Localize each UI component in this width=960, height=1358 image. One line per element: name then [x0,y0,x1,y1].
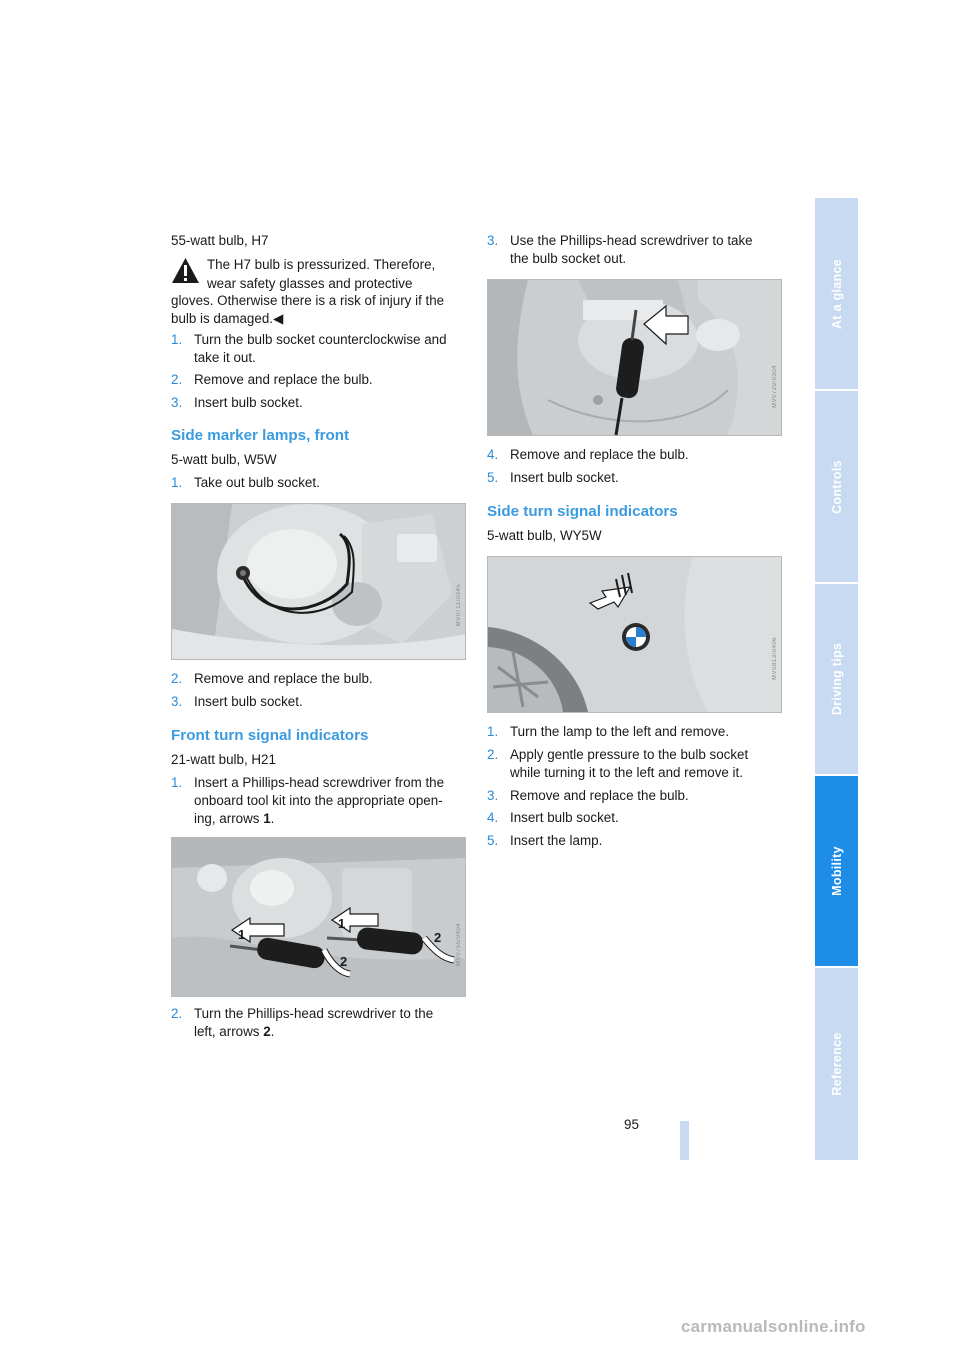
arrow-label-2: 2 [340,954,348,969]
tab-driving-tips[interactable] [815,584,858,774]
step-number: 5. [487,833,499,848]
text-part: . [270,811,275,826]
step-number: 2. [171,372,183,387]
step-text-cont: onboard tool kit into the appropriate open- [194,793,443,808]
step-text: Insert the lamp. [510,833,603,848]
section-heading-side-marker: Side marker lamps, front [171,427,350,444]
step-text: Remove and replace the bulb. [510,788,689,803]
tab-label: Driving tips [829,642,844,716]
step-text: Remove and replace the bulb. [510,447,689,462]
section-heading-side-turn: Side turn signal indicators [487,503,678,520]
step-number: 3. [171,694,183,709]
footer-watermark: carmanualsonline.info [681,1317,866,1336]
figure-code: MV0729/0304 [772,365,778,408]
step-text: Apply gentle pressure to the bulb socket [510,747,749,762]
side-marker-lamp-figure [171,503,466,660]
step-text: Remove and replace the bulb. [194,671,373,686]
step-text-cont: the bulb socket out. [510,251,627,266]
bulb-spec-h21: 21-watt bulb, H21 [171,752,276,767]
front-turn-signal-figure [171,837,466,997]
step-text-cont [194,809,274,828]
page-marker-bar [680,1121,689,1160]
bulb-spec-h7: 55-watt bulb, H7 [171,233,269,248]
tab-label: At a glance [829,258,844,329]
step-text: Insert a Phillips-head screwdriver from the [194,775,445,790]
figure-code: MV0711/0345 [456,584,462,627]
tab-mobility[interactable] [815,776,858,966]
section-heading-front-turn: Front turn signal indicators [171,727,369,744]
text-part: ing, arrows [194,811,264,826]
step-text: Insert bulb socket. [510,470,619,485]
tab-controls[interactable] [815,391,858,582]
tab-label: Reference [829,1032,844,1096]
step-number: 1. [487,724,499,739]
text-part: . [270,1024,275,1039]
step-number: 2. [487,747,499,762]
step-number: 2. [171,671,183,686]
step-text: Take out bulb socket. [194,475,320,490]
tab-reference[interactable] [815,968,858,1160]
tab-at-a-glance[interactable] [815,198,858,389]
step-number: 4. [487,810,499,825]
step-number: 1. [171,475,183,490]
arrow-label-1: 1 [238,927,246,942]
arrow-ref: 2 [263,1024,271,1039]
step-text: Turn the Phillips-head screwdriver to the [194,1006,434,1021]
figure-code: MV0813/0406 [772,637,778,680]
step-number: 4. [487,447,499,462]
tab-label: Mobility [829,846,844,896]
step-number: 2. [171,1006,183,1021]
figure-code: MV0755/0404 [456,923,462,966]
bulb-socket-figure [487,279,782,436]
arrow-label-2: 2 [434,930,442,945]
side-turn-signal-figure [487,556,782,713]
step-text: Remove and replace the bulb. [194,372,373,387]
bulb-spec-wy5w: 5-watt bulb, WY5W [487,528,602,543]
step-number: 5. [487,470,499,485]
bulb-spec-w5w: 5-watt bulb, W5W [171,452,277,467]
step-text: Insert bulb socket. [510,810,619,825]
step-text: Turn the bulb socket counterclockwise and [194,332,447,347]
step-text: Insert bulb socket. [194,694,303,709]
step-number: 1. [171,775,183,790]
arrow-ref: 1 [263,811,271,826]
step-text: Use the Phillips-head screwdriver to take [510,233,753,248]
warning-line-3: gloves. Otherwise there is a risk of injury if the [171,293,445,308]
step-text-cont [194,1022,274,1041]
tab-label: Controls [829,459,844,514]
step-text-cont: take it out. [194,350,256,365]
page-number: 95 [624,1117,639,1132]
step-number: 3. [487,788,499,803]
warning-triangle-icon [171,257,200,284]
step-number: 3. [171,395,183,410]
step-text-cont: while turning it to the left and remove it. [510,765,743,780]
warning-line-1: The H7 bulb is pressurized. Therefore, [207,257,436,272]
step-text: Turn the lamp to the left and remove. [510,724,730,739]
step-number: 3. [487,233,499,248]
warning-line-4: bulb is damaged.◀ [171,311,284,326]
warning-line-2: wear safety glasses and protective [207,276,413,291]
step-text: Insert bulb socket. [194,395,303,410]
arrow-label-1: 1 [338,916,346,931]
text-part: left, arrows [194,1024,264,1039]
step-number: 1. [171,332,183,347]
